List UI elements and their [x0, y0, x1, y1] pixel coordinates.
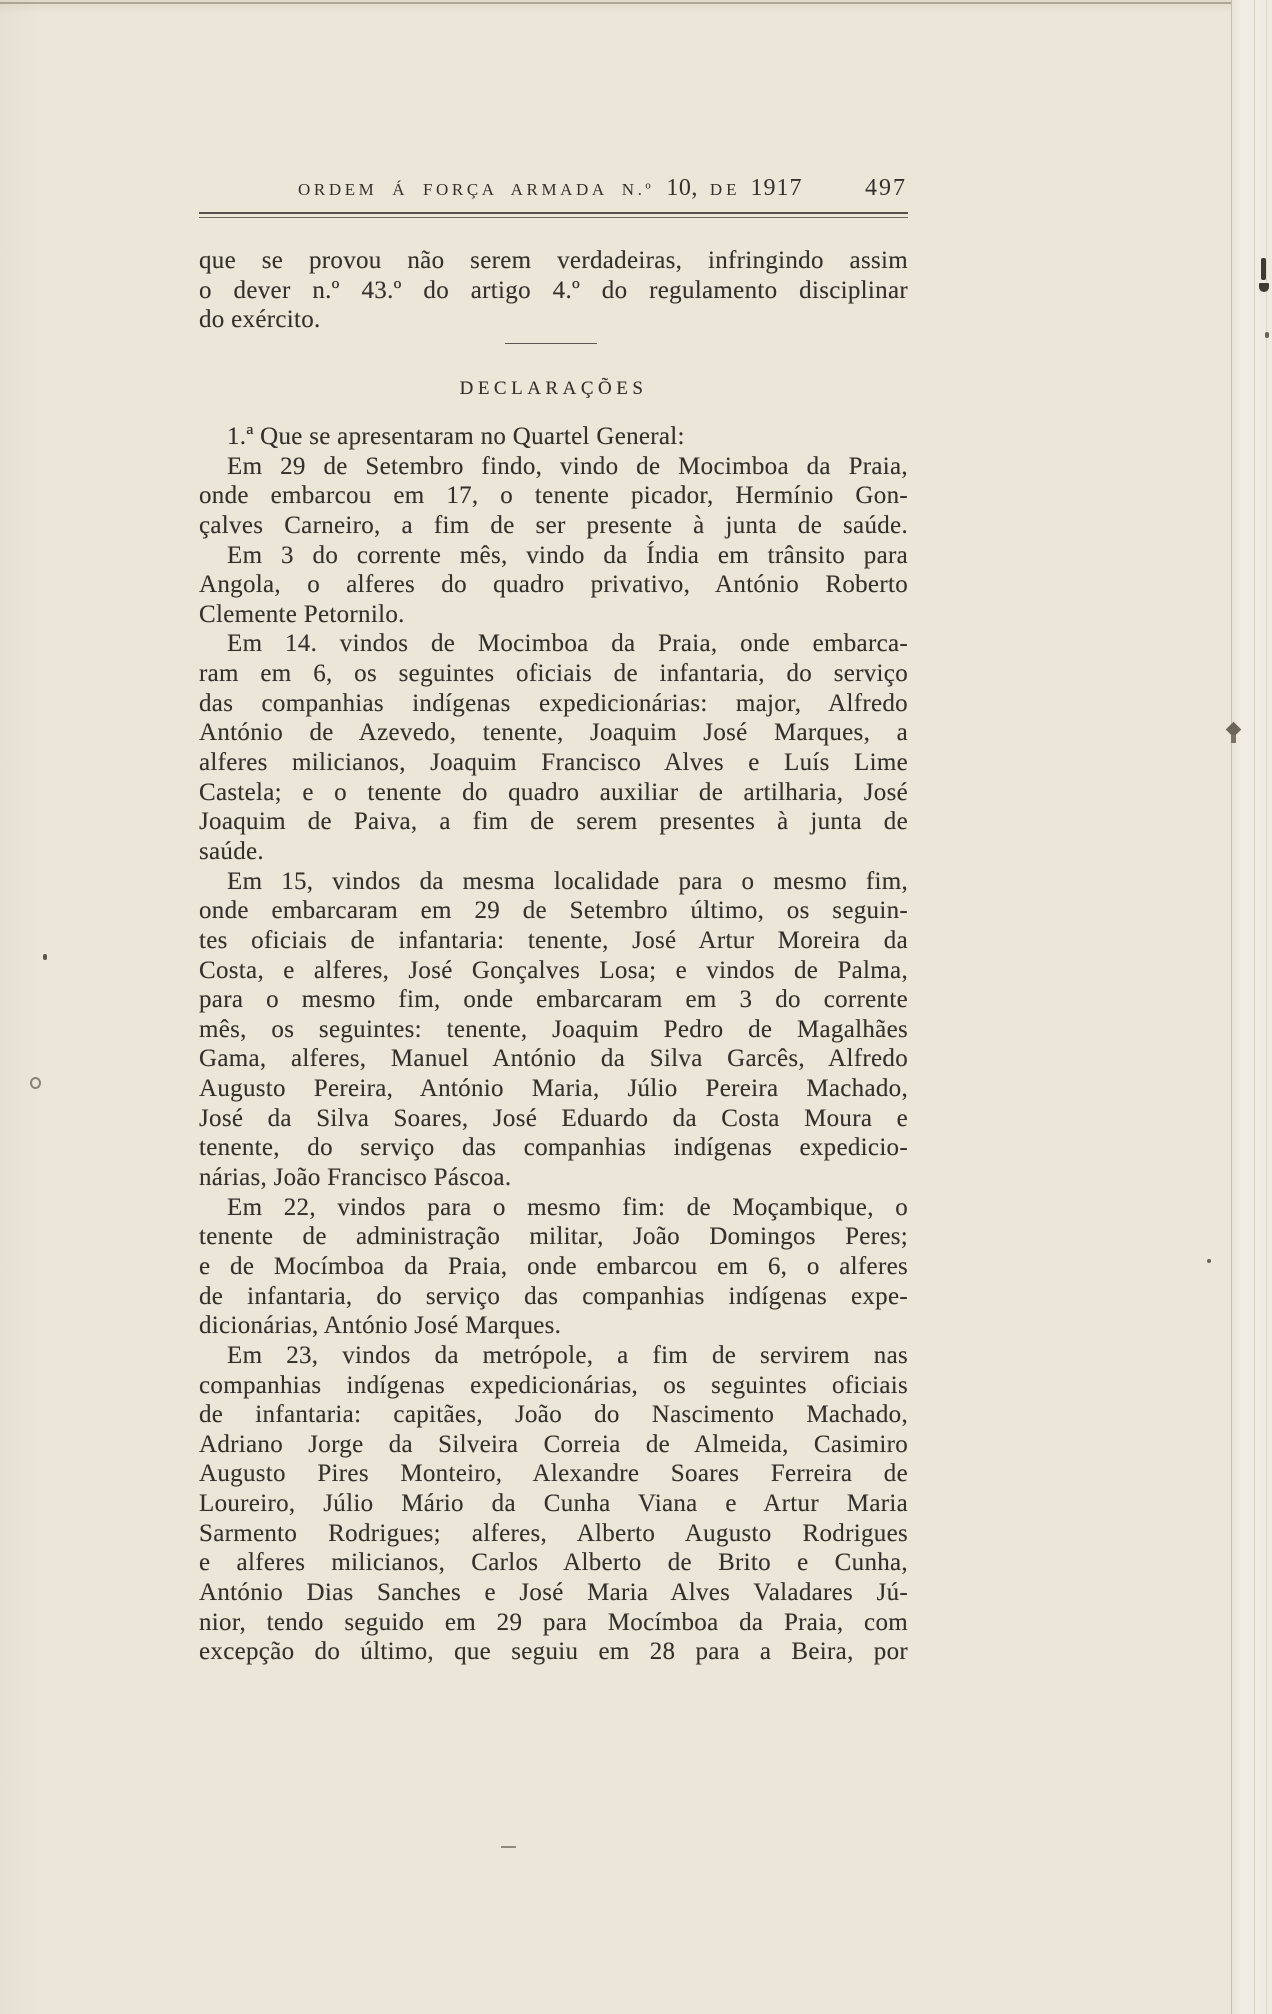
text-line: e de Mocímboa da Praia, onde embarcou em 6, o alferes [199, 1252, 908, 1280]
section-separator-rule [505, 343, 597, 344]
text-line: de infantaria, do serviço das companhias indígenas expe- [199, 1282, 908, 1310]
text-line: António de Azevedo, tenente, Joaquim José Marques, a [199, 719, 908, 747]
section-heading: DECLARAÇÕES [459, 378, 648, 399]
text-line: Em 15, vindos da mesma localidade para o mesmo fim, [227, 867, 908, 895]
text-line: dicionárias, António José Marques. [199, 1312, 562, 1340]
publication-title: ORDEM Á FORÇA ARMADA N.º [298, 180, 655, 199]
text-line: Angola, o alferes do quadro privativo, António Roberto [199, 571, 908, 599]
text-line: Sarmento Rodrigues; alferes, Alberto Augusto Rodrigues [199, 1519, 908, 1547]
text-line: das companhias indígenas expedicionárias: major, Alfredo [199, 689, 908, 717]
page-stack-edge [1231, 0, 1272, 2014]
text-line: onde embarcaram em 29 de Setembro último, os seguin- [199, 897, 908, 925]
text-line: e alferes milicianos, Carlos Alberto de Brito e Cunha, [199, 1549, 908, 1577]
text-line: ram em 6, os seguintes oficiais de infantaria, do serviço [199, 660, 908, 688]
paragraph [199, 452, 908, 541]
text-line: Augusto Pires Monteiro, Alexandre Soares Ferreira de [199, 1460, 908, 1488]
text-line: Em 23, vindos da metrópole, a fim de servirem nas [227, 1341, 908, 1369]
text-line: do exército. [199, 306, 321, 334]
text-line: alferes milicianos, Joaquim Francisco Alves e Luís Lime [199, 749, 908, 777]
leaf-edge-line [1254, 0, 1255, 2014]
text-line: saúde. [199, 837, 264, 865]
text-line: tenente de administração militar, João Domingos Peres; [199, 1223, 908, 1251]
continuation-paragraph [199, 246, 908, 335]
paragraph [199, 1341, 908, 1667]
text-line: nárias, João Francisco Páscoa. [199, 1164, 512, 1192]
text-line: tenente, do serviço das companhias indígenas expedicio- [199, 1134, 908, 1162]
text-line: Castela; e o tenente do quadro auxiliar de artilharia, José [199, 778, 908, 806]
text-line: 1.ª Que se apresentaram no Quartel General: [227, 423, 685, 450]
issue-preposition: DE [709, 180, 741, 199]
issue-number: 10, [666, 175, 698, 201]
text-line: companhias indígenas expedicionárias, os seguintes oficiais [199, 1371, 908, 1399]
ink-mark [1261, 258, 1266, 280]
text-line: tes oficiais de infantaria: tenente, José Artur Moreira da [199, 926, 908, 954]
text-line: nior, tendo seguido em 29 para Mocímboa da Praia, com [199, 1608, 908, 1636]
text-line: de infantaria: capitães, João do Nascimento Machado, [199, 1401, 908, 1429]
text-line: Costa, e alferes, José Gonçalves Losa; e vindos de Palma, [199, 956, 908, 984]
ink-mark [1265, 332, 1269, 338]
header-double-rule [199, 212, 908, 218]
text-line: que se provou não serem verdadeiras, infringindo assim [199, 247, 908, 274]
text-line: excepção do último, que seguiu em 28 para a Beira, por [199, 1638, 908, 1666]
paragraph [199, 867, 908, 1193]
declarations-section [199, 422, 908, 1667]
running-head-title [298, 176, 802, 202]
text-line: Clemente Petornilo. [199, 600, 405, 628]
page-number: 497 [865, 175, 907, 201]
ink-mark [30, 1077, 41, 1089]
ink-mark [1231, 735, 1236, 743]
leaf-edge-line [1266, 0, 1267, 2014]
text-line: Em 29 de Setembro findo, vindo de Mocimboa da Praia, [227, 452, 908, 480]
text-line: António Dias Sanches e José Maria Alves Valadares Jú- [199, 1578, 908, 1606]
text-line: o dever n.º 43.º do artigo 4.º do regulamento disciplinar [199, 276, 908, 304]
text-line: Em 22, vindos para o mesmo fim: de Moçambique, o [227, 1193, 908, 1221]
ink-mark [501, 1846, 516, 1848]
paragraph [199, 629, 908, 866]
ink-mark [1207, 1259, 1211, 1263]
ink-mark [43, 954, 47, 960]
text-line: para o mesmo fim, onde embarcaram em 3 do corrente [199, 986, 908, 1014]
text-line: Loureiro, Júlio Mário da Cunha Viana e Artur Maria [199, 1490, 908, 1518]
paragraph [199, 541, 908, 630]
page-top-edge [0, 2, 1231, 4]
text-line: Adriano Jorge da Silveira Correia de Almeida, Casimiro [199, 1430, 908, 1458]
text-line: onde embarcou em 17, o tenente picador, Hermínio Gon- [199, 482, 908, 510]
text-line: Joaquim de Paiva, a fim de serem presentes à junta de [199, 808, 908, 836]
paragraph [199, 422, 908, 452]
text-line: José da Silva Soares, José Eduardo da Costa Moura e [199, 1104, 908, 1132]
text-line: Em 3 do corrente mês, vindo da Índia em trânsito para [227, 541, 908, 569]
text-line: mês, os seguintes: tenente, Joaquim Pedro de Magalhães [199, 1015, 908, 1043]
paragraph [199, 1193, 908, 1341]
text-line: Gama, alferes, Manuel António da Silva Garcês, Alfredo [199, 1045, 908, 1073]
text-line: Augusto Pereira, António Maria, Júlio Pereira Machado, [199, 1075, 908, 1103]
text-line: çalves Carneiro, a fim de ser presente à junta de saúde. [199, 511, 908, 539]
issue-year: 1917 [750, 175, 803, 201]
text-line: Em 14. vindos de Mocimboa da Praia, onde embarca- [227, 630, 908, 658]
